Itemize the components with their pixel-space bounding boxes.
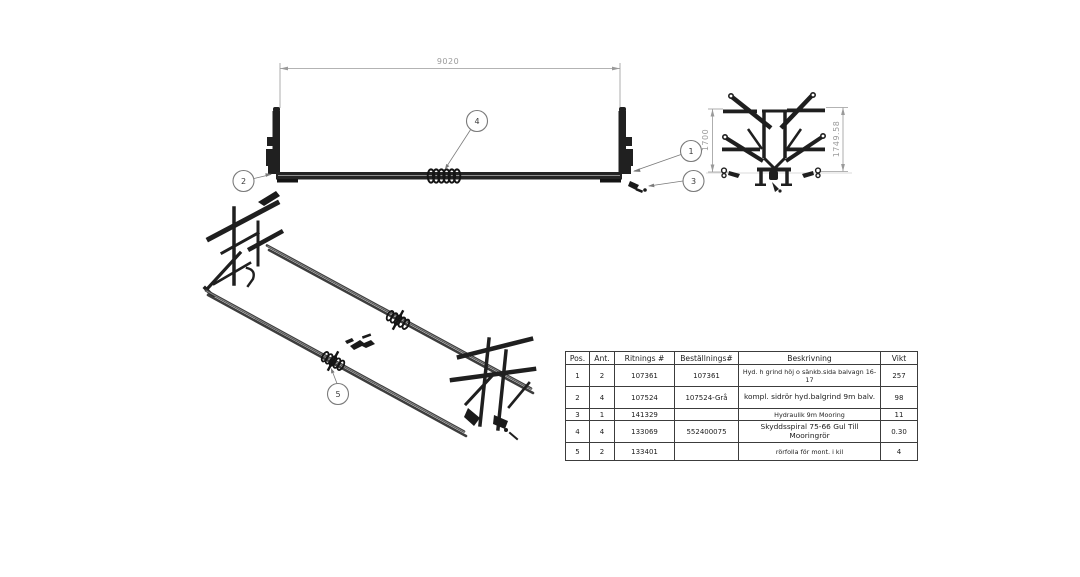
balloon-4 [467,111,488,132]
cell-beskrivning: Skyddsspiral 75-66 Gul Till Mooringrör [739,421,881,443]
col-header-bestallnings: Beställnings# [675,352,739,365]
cell-pos: 2 [566,387,590,409]
cell-pos: 1 [566,365,590,387]
side-dimension-left-label: 1700 [701,128,710,152]
parts-table [565,351,918,461]
front-left-post [266,107,280,174]
cell-beskrivning: rörfolla för mont. i kil [739,443,881,461]
cell-vikt: 11 [881,409,918,421]
col-header-ritnings: Ritnings # [615,352,675,365]
balloon-1-label: 1 [688,147,694,156]
cell-pos: 5 [566,443,590,461]
front-right-post [619,107,634,174]
col-header-beskrivning: Beskrivning [739,352,881,365]
col-header-ant: Ant. [590,352,615,365]
cell-pos: 3 [566,409,590,421]
front-dimension-label: 9020 [436,57,460,66]
cell-vikt: 98 [881,387,918,409]
table-row [566,387,918,409]
cell-vikt: 4 [881,443,918,461]
cell-beskrivning: Hyd. h grind höj o sänkb.sida balvagn 16-17 [739,365,881,387]
balloon-3-label: 3 [690,177,697,186]
cell-beskrivning: kompl. sidrör hyd.balgrind 9m balv. [739,387,881,409]
iso-near-assembly [452,339,534,439]
cell-bestallnings [675,409,739,421]
cell-bestallnings: 107524-Grå [675,387,739,409]
balloon-2-label: 2 [240,177,247,186]
balloon-4-label: 4 [474,117,480,126]
cell-ant: 4 [590,421,615,443]
table-row [566,409,918,421]
isometric-view [205,203,534,439]
cell-bestallnings [675,443,739,461]
cell-bestallnings: 552400075 [675,421,739,443]
col-header-vikt: Vikt [881,352,918,365]
front-view [258,57,647,206]
cell-vikt: 257 [881,365,918,387]
side-dimension-left [708,109,728,172]
cell-beskrivning: Hydraulik 9m Mooring [739,409,881,421]
dim-arrow-left [280,67,288,71]
col-header-pos: Pos. [566,352,590,365]
cell-ritnings: 141329 [615,409,675,421]
cell-ritnings: 107361 [615,365,675,387]
cell-bestallnings: 107361 [675,365,739,387]
balloon-5-label: 5 [335,390,341,399]
side-view [701,93,852,193]
cell-ant: 2 [590,443,615,461]
cell-vikt: 0.30 [881,421,918,443]
balloon-1 [681,141,702,162]
front-right-small-parts [628,181,647,193]
cell-ant: 4 [590,387,615,409]
front-dimension [280,63,620,108]
balloon-3 [683,171,704,192]
dim-arrow-right [612,67,620,71]
cell-ant: 2 [590,365,615,387]
front-coil [428,169,461,182]
iso-loose-part [345,333,375,350]
table-row [566,443,918,461]
table-row [566,365,918,387]
table-row [566,421,918,443]
balloon-2 [233,171,254,192]
side-dimension-right-label: 1749.58 [832,120,841,158]
balloon-5 [328,384,349,405]
cell-ant: 1 [590,409,615,421]
cell-ritnings: 107524 [615,387,675,409]
cell-pos: 4 [566,421,590,443]
cell-ritnings: 133401 [615,443,675,461]
parts-table-header-row [566,352,918,365]
cell-ritnings: 133069 [615,421,675,443]
